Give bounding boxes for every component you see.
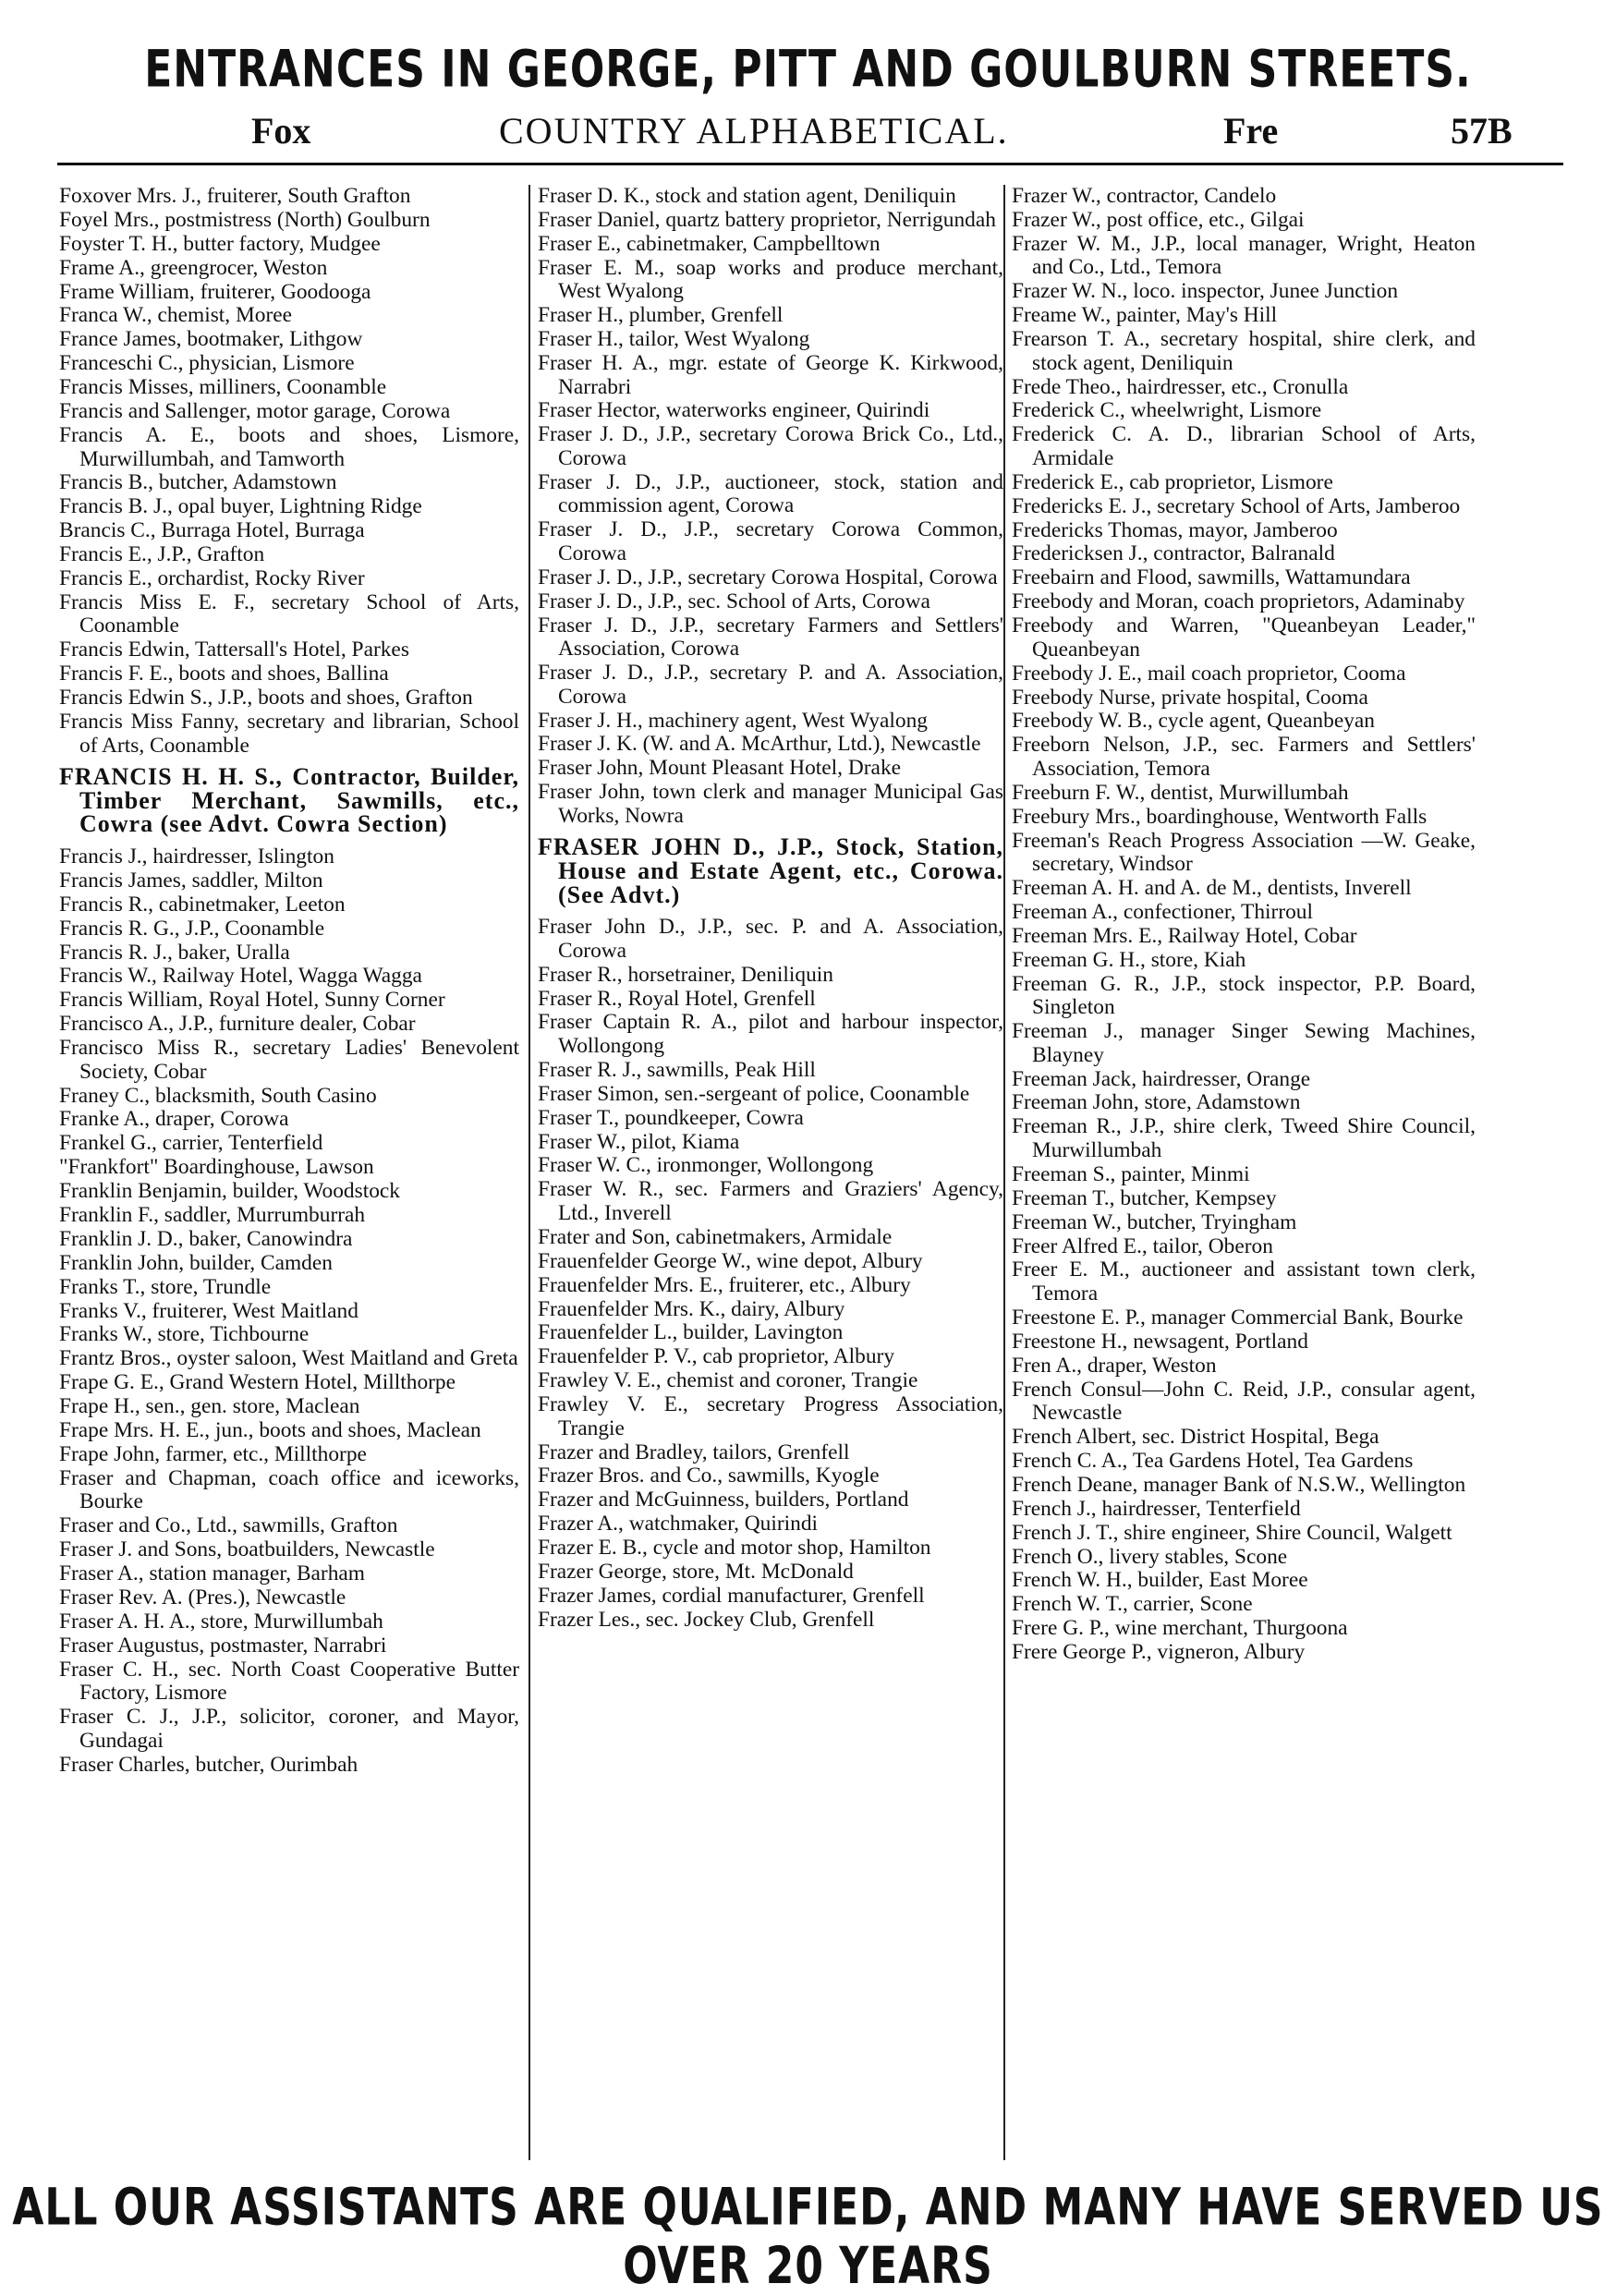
directory-entry: Francis R. J., baker, Uralla	[59, 940, 290, 965]
directory-entry: Fraser John D., J.P., sec. P. and A. Association, Corowa	[538, 915, 1003, 963]
directory-entry: Fraser and Co., Ltd., sawmills, Grafton	[59, 1513, 398, 1538]
directory-entry: Freebairn and Flood, sawmills, Wattamundara	[1012, 565, 1411, 590]
directory-entry: Francis James, saddler, Milton	[59, 868, 323, 893]
header-first-word: Fox	[251, 110, 311, 152]
directory-entry: Fraser R., horsetrainer, Deniliquin	[538, 962, 833, 987]
directory-entry: Freeman Jack, hairdresser, Orange	[1012, 1066, 1311, 1091]
directory-entry: Fredericks Thomas, mayor, Jamberoo	[1012, 517, 1338, 542]
directory-entry: Foxover Mrs. J., fruiterer, South Grafton	[59, 185, 411, 208]
directory-entry: Francis W., Railway Hotel, Wagga Wagga	[59, 964, 422, 989]
directory-entry: Frankel G., carrier, Tenterfield	[59, 1131, 323, 1156]
column-divider	[529, 185, 530, 2160]
directory-entry: Francis Edwin S., J.P., boots and shoes, Grafton	[59, 686, 473, 711]
directory-entry: Fraser Captain R. A., pilot and harbour inspector, Wollongong	[538, 1010, 1003, 1059]
directory-entry: Fraser R., Royal Hotel, Grenfell	[538, 986, 816, 1011]
directory-entry: Frame William, fruiterer, Goodooga	[59, 279, 371, 304]
directory-entry: Fraser D. K., stock and station agent, Deniliquin	[538, 185, 956, 208]
directory-entry: Freeman A., confectioner, Thirroul	[1012, 899, 1313, 924]
directory-entry: France James, bootmaker, Lithgow	[59, 327, 363, 352]
directory-entry: Foyster T. H., butter factory, Mudgee	[59, 231, 381, 256]
directory-entry: Francis R., cabinetmaker, Leeton	[59, 892, 346, 917]
directory-entry: Francisco Miss R., secretary Ladies' Benevolent Society, Cobar	[59, 1036, 519, 1084]
directory-entry: Freebody and Moran, coach proprietors, Adaminaby	[1012, 589, 1465, 614]
directory-entry: Fraser J. D., J.P., auctioneer, stock, station and commission agent, Corowa	[538, 469, 1003, 518]
header-last-word: Fre	[1223, 110, 1279, 152]
directory-entry: Fraser E., cabinetmaker, Campbelltown	[538, 231, 881, 256]
directory-entry: Franklin J. D., baker, Canowindra	[59, 1226, 353, 1251]
directory-entry: Freer Alfred E., tailor, Oberon	[1012, 1233, 1273, 1258]
directory-entry: Fraser J. D., J.P., secretary Corowa Hospital, Corowa	[538, 565, 998, 589]
directory-entry: Frape H., sen., gen. store, Maclean	[59, 1394, 360, 1419]
directory-entry: Fraser Hector, waterworks engineer, Quirindi	[538, 398, 930, 423]
directory-entry: Fraser H., plumber, Grenfell	[538, 303, 784, 328]
directory-entry: Fraser A., station manager, Barham	[59, 1561, 365, 1586]
directory-entry: Fraser C. J., J.P., solicitor, coroner, and Mayor, Gundagai	[59, 1705, 519, 1753]
directory-entry: Frederick C., wheelwright, Lismore	[1012, 398, 1322, 423]
directory-entry: "Frankfort" Boardinghouse, Lawson	[59, 1155, 374, 1180]
directory-entry: Frame A., greengrocer, Weston	[59, 255, 328, 280]
directory-entry: FRASER JOHN D., J.P., Stock, Station, House and Estate Agent, etc., Corowa. (See Advt.)	[538, 833, 1003, 908]
directory-entry: Frere George P., vigneron, Albury	[1012, 1640, 1306, 1665]
directory-entry: French J. T., shire engineer, Shire Council, Walgett	[1012, 1520, 1452, 1545]
directory-entry: Franklin John, builder, Camden	[59, 1250, 333, 1275]
directory-column-3	[1012, 185, 1476, 2160]
directory-entry: Frape John, farmer, etc., Millthorpe	[59, 1441, 367, 1466]
directory-entry: Fraser and Chapman, coach office and iceworks, Bourke	[59, 1465, 519, 1514]
top-banner: ENTRANCES IN GEORGE, PITT AND GOULBURN STREETS.	[144, 40, 1472, 100]
directory-entry: French Albert, sec. District Hospital, Bega	[1012, 1425, 1379, 1450]
directory-entry: Frazer E. B., cycle and motor shop, Hamilton	[538, 1536, 931, 1561]
directory-entry: Fraser E. M., soap works and produce merchant, West Wyalong	[538, 255, 1003, 304]
directory-entry: Freestone H., newsagent, Portland	[1012, 1329, 1308, 1354]
directory-entry: Fraser J. D., J.P., secretary Farmers and Settlers' Association, Corowa	[538, 613, 1003, 662]
directory-entry: Fraser A. H. A., store, Murwillumbah	[59, 1609, 383, 1634]
directory-entry: Franceschi C., physician, Lismore	[59, 351, 355, 376]
directory-entry: French O., livery stables, Scone	[1012, 1544, 1288, 1569]
directory-entry: Freebury Mrs., boardinghouse, Wentworth Falls	[1012, 804, 1428, 829]
directory-entry: Fraser J. D., J.P., secretary Corowa Brick Co., Ltd., Corowa	[538, 422, 1003, 470]
header-title: COUNTRY ALPHABETICAL.	[499, 110, 1009, 152]
running-header	[57, 109, 1563, 165]
directory-entry: Fredericksen J., contractor, Balranald	[1012, 541, 1335, 566]
directory-entry: Fraser W. C., ironmonger, Wollongong	[538, 1153, 874, 1178]
directory-entry: Francis Misses, milliners, Coonamble	[59, 375, 387, 400]
directory-entry: Freebody J. E., mail coach proprietor, Cooma	[1012, 661, 1406, 686]
directory-entry: Franca W., chemist, Moree	[59, 303, 293, 328]
directory-entry: Fraser John, Mount Pleasant Hotel, Drake	[538, 756, 902, 781]
directory-entry: Freer E. M., auctioneer and assistant town clerk, Temora	[1012, 1257, 1476, 1306]
directory-entry: Franklin Benjamin, builder, Woodstock	[59, 1179, 401, 1204]
directory-entry: Frape Mrs. H. E., jun., boots and shoes, Maclean	[59, 1418, 481, 1443]
directory-entry: Freeman G. R., J.P., stock inspector, P.P. Board, Singleton	[1012, 971, 1476, 1020]
directory-entry: Fraser W. R., sec. Farmers and Graziers' Agency, Ltd., Inverell	[538, 1177, 1003, 1225]
directory-column-2	[538, 185, 1003, 2160]
directory-entry: Francis B. J., opal buyer, Lightning Ridge	[59, 494, 422, 519]
directory-entry: Fraser C. H., sec. North Coast Cooperative Butter Factory, Lismore	[59, 1657, 519, 1706]
directory-entry: Frazer W. M., J.P., local manager, Wright, Heaton and Co., Ltd., Temora	[1012, 231, 1476, 280]
directory-entry: Frantz Bros., oyster saloon, West Maitland and Greta	[59, 1346, 518, 1371]
directory-entry: Brancis C., Burraga Hotel, Burraga	[59, 518, 365, 543]
directory-entry: Freeman's Reach Progress Association —W. Geake, secretary, Windsor	[1012, 828, 1476, 877]
directory-entry: Foyel Mrs., postmistress (North) Goulburn	[59, 207, 431, 232]
directory-entry: Fraser Rev. A. (Pres.), Newcastle	[59, 1585, 346, 1610]
directory-entry: Franey C., blacksmith, South Casino	[59, 1083, 377, 1108]
directory-entry: Freeborn Nelson, J.P., sec. Farmers and Settlers' Association, Temora	[1012, 733, 1476, 781]
directory-entry: Frater and Son, cabinetmakers, Armidale	[538, 1224, 893, 1249]
directory-entry: Frere G. P., wine merchant, Thurgoona	[1012, 1616, 1348, 1641]
directory-entry: Freebody Nurse, private hospital, Cooma	[1012, 685, 1368, 710]
directory-entry: Fraser John, town clerk and manager Municipal Gas Works, Nowra	[538, 780, 1003, 828]
directory-entry: Frape G. E., Grand Western Hotel, Millthorpe	[59, 1370, 456, 1395]
directory-entry: French W. H., builder, East Moree	[1012, 1568, 1308, 1593]
directory-entry: Fraser Augustus, postmaster, Narrabri	[59, 1633, 387, 1658]
directory-entry: Fraser J. D., J.P., sec. School of Arts, Corowa	[538, 589, 930, 613]
directory-entry: Freeman John, store, Adamstown	[1012, 1090, 1301, 1115]
directory-entry: Fraser J. H., machinery agent, West Wyalong	[538, 708, 928, 733]
directory-entry: Freeman J., manager Singer Sewing Machines, Blayney	[1012, 1019, 1476, 1067]
directory-entry: Francis Miss Fanny, secretary and librarian, School of Arts, Coonamble	[59, 710, 519, 758]
directory-entry: Fraser T., poundkeeper, Cowra	[538, 1105, 804, 1130]
directory-entry: Frearson T. A., secretary hospital, shire clerk, and stock agent, Deniliquin	[1012, 327, 1476, 375]
directory-entry: Fraser J. and Sons, boatbuilders, Newcastle	[59, 1537, 435, 1562]
directory-entry: FRANCIS H. H. S., Contractor, Builder, Timber Merchant, Sawmills, etc., Cowra (see Advt. Cowra Section)	[59, 763, 519, 838]
directory-entry: Fraser Charles, butcher, Ourimbah	[59, 1752, 358, 1777]
directory-entry: Freeman R., J.P., shire clerk, Tweed Shire Council, Murwillumbah	[1012, 1114, 1476, 1162]
directory-entry: Frede Theo., hairdresser, etc., Cronulla	[1012, 374, 1349, 399]
directory-entry: Fren A., draper, Weston	[1012, 1353, 1217, 1378]
directory-entry: Fraser Daniel, quartz battery proprietor, Nerrigundah	[538, 207, 996, 232]
directory-entry: Francis B., butcher, Adamstown	[59, 470, 337, 495]
directory-entry: Francis E., orchardist, Rocky River	[59, 565, 365, 590]
directory-entry: Frauenfelder George W., wine depot, Albury	[538, 1248, 923, 1273]
directory-entry: Frederick C. A. D., librarian School of Arts, Armidale	[1012, 422, 1476, 470]
directory-entry: Francis J., hairdresser, Islington	[59, 844, 334, 869]
directory-entry: Freestone E. P., manager Commercial Bank, Bourke	[1012, 1305, 1464, 1330]
directory-entry: Freebody W. B., cycle agent, Queanbeyan	[1012, 709, 1375, 734]
directory-entry: Franklin F., saddler, Murrumburrah	[59, 1203, 366, 1228]
directory-entry: Frauenfelder P. V., cab proprietor, Albury	[538, 1344, 895, 1369]
directory-entry: Franks W., store, Tichbourne	[59, 1322, 310, 1347]
directory-entry: Francisco A., J.P., furniture dealer, Cobar	[59, 1012, 416, 1037]
directory-entry: Freeman T., butcher, Kempsey	[1012, 1185, 1277, 1210]
directory-entry: Freame W., painter, May's Hill	[1012, 303, 1278, 328]
directory-entry: Francis and Sallenger, motor garage, Corowa	[59, 399, 451, 424]
directory-entry: Francis R. G., J.P., Coonamble	[59, 916, 325, 941]
directory-entry: Franks V., fruiterer, West Maitland	[59, 1298, 358, 1323]
directory-entry: Frederick E., cab proprietor, Lismore	[1012, 469, 1333, 494]
directory-entry: Francis F. E., boots and shoes, Ballina	[59, 662, 389, 686]
directory-entry: Frazer James, cordial manufacturer, Grenfell	[538, 1583, 925, 1608]
directory-entry: Francis Miss E. F., secretary School of Arts, Coonamble	[59, 589, 519, 638]
directory-entry: Francis A. E., boots and shoes, Lismore, Murwillumbah, and Tamworth	[59, 422, 519, 471]
directory-entry: French Consul—John C. Reid, J.P., consular agent, Newcastle	[1012, 1377, 1476, 1426]
directory-entry: Frazer Bros. and Co., sawmills, Kyogle	[538, 1464, 880, 1488]
directory-entry: Frazer A., watchmaker, Quirindi	[538, 1512, 819, 1537]
directory-entry: Freeman Mrs. E., Railway Hotel, Cobar	[1012, 923, 1357, 948]
directory-entry: Francis Edwin, Tattersall's Hotel, Parkes	[59, 638, 409, 662]
directory-entry: Freebody and Warren, "Queanbeyan Leader," Queanbeyan	[1012, 613, 1476, 662]
directory-entry: Frauenfelder L., builder, Lavington	[538, 1320, 844, 1345]
directory-entry: Fraser R. J., sawmills, Peak Hill	[538, 1057, 816, 1082]
directory-entry: Frazer W., contractor, Candelo	[1012, 185, 1277, 208]
directory-entry: Fraser H., tailor, West Wyalong	[538, 327, 810, 352]
page-number: 57B	[1451, 110, 1513, 152]
directory-entry: Frazer and Bradley, tailors, Grenfell	[538, 1440, 850, 1464]
directory-entry: Fraser Simon, sen.-sergeant of police, Coonamble	[538, 1081, 970, 1106]
directory-entry: Fraser J. D., J.P., secretary P. and A. Association, Corowa	[538, 661, 1003, 709]
directory-entry: Freeman G. H., store, Kiah	[1012, 947, 1246, 972]
directory-entry: Freeman W., butcher, Tryingham	[1012, 1209, 1297, 1234]
directory-entry: French J., hairdresser, Tenterfield	[1012, 1496, 1301, 1521]
directory-entry: French W. T., carrier, Scone	[1012, 1592, 1253, 1617]
directory-entry: Frauenfelder Mrs. E., fruiterer, etc., Albury	[538, 1272, 911, 1297]
directory-entry: Francis E., J.P., Grafton	[59, 542, 265, 567]
directory-column-1	[59, 185, 519, 2160]
directory-entry: Fraser J. K. (W. and A. McArthur, Ltd.), Newcastle	[538, 732, 981, 757]
directory-entry: Frauenfelder Mrs. K., dairy, Albury	[538, 1296, 845, 1321]
bottom-banner: ALL OUR ASSISTANTS ARE QUALIFIED, AND MANY HAVE SERVED US OVER 20 YEARS	[12, 2178, 1604, 2296]
directory-entry: Freeman S., painter, Minmi	[1012, 1161, 1250, 1186]
directory-entry: French Deane, manager Bank of N.S.W., Wellington	[1012, 1472, 1466, 1497]
directory-entry: Franks T., store, Trundle	[59, 1274, 272, 1299]
directory-entry: Fraser W., pilot, Kiama	[538, 1129, 740, 1154]
directory-entry: French C. A., Tea Gardens Hotel, Tea Gardens	[1012, 1448, 1414, 1473]
directory-entry: Frazer W. N., loco. inspector, Junee Junction	[1012, 279, 1399, 304]
directory-entry: Frawley V. E., secretary Progress Association, Trangie	[538, 1392, 1003, 1440]
directory-entry: Freeman A. H. and A. de M., dentists, Inverell	[1012, 876, 1412, 901]
directory-entry: Frazer Les., sec. Jockey Club, Grenfell	[538, 1607, 875, 1632]
directory-entry: Francis William, Royal Hotel, Sunny Corner	[59, 988, 445, 1013]
directory-entry: Frazer W., post office, etc., Gilgai	[1012, 207, 1305, 232]
directory-entry: Fredericks E. J., secretary School of Arts, Jamberoo	[1012, 493, 1461, 518]
directory-entry: Freeburn F. W., dentist, Murwillumbah	[1012, 780, 1349, 805]
directory-entry: Franke A., draper, Corowa	[59, 1107, 289, 1132]
directory-entry: Fraser J. D., J.P., secretary Corowa Common, Corowa	[538, 517, 1003, 565]
directory-entry: Frazer and McGuinness, builders, Portland	[538, 1488, 909, 1512]
directory-entry: Frawley V. E., chemist and coroner, Trangie	[538, 1368, 918, 1393]
column-divider	[1003, 185, 1005, 2160]
directory-entry: Fraser H. A., mgr. estate of George K. Kirkwood, Narrabri	[538, 350, 1003, 399]
directory-entry: Frazer George, store, Mt. McDonald	[538, 1560, 854, 1585]
